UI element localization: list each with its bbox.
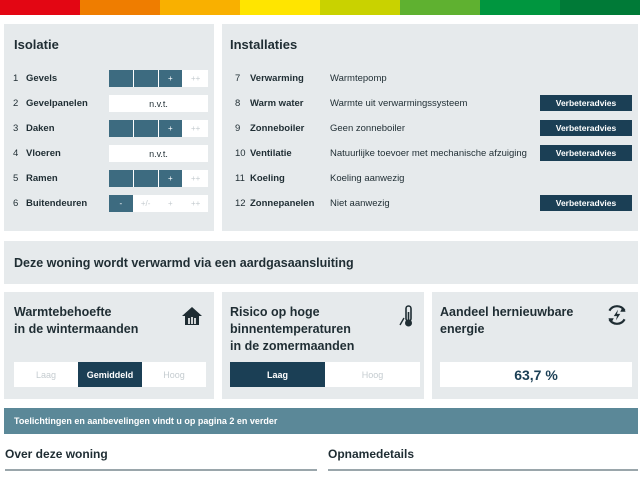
isolatie-not-applicable: n.v.t.: [109, 95, 208, 112]
isolatie-scale-segment: +/-: [134, 195, 159, 212]
energy-color-segment: [320, 0, 400, 15]
isolatie-scale-segment: +: [159, 120, 184, 137]
risico-title: Risico op hoge binnentemperaturen in de zomermaanden: [230, 305, 355, 353]
installatie-row-number: 9: [235, 123, 241, 134]
isolatie-scale-segment: ++: [183, 170, 208, 187]
isolatie-scale-segment: [109, 170, 134, 187]
warmtebehoefte-panel: [4, 292, 214, 399]
energy-color-segment: [160, 0, 240, 15]
isolatie-scale-segment: +: [159, 195, 184, 212]
verbeteradvies-button[interactable]: Verbeteradvies: [540, 145, 632, 161]
installatie-row: [222, 94, 638, 114]
toelichting-text: Toelichtingen en aanbevelingen vindt u op pagina 2 en verder: [14, 416, 278, 426]
toelichting-bar: [4, 408, 638, 434]
installatie-row-number: 8: [235, 98, 241, 109]
installatie-row-value: Koeling aanwezig: [330, 173, 405, 184]
installatie-row: [222, 144, 638, 164]
installatie-row-value: Niet aanwezig: [330, 198, 390, 209]
isolatie-row-number: 4: [13, 148, 19, 159]
isolatie-scale-segment: [109, 120, 134, 137]
isolatie-row-label: Ramen: [26, 173, 58, 184]
installatie-row-label: Verwarming: [250, 73, 304, 84]
installatie-row-value: Natuurlijke toevoer met mechanische afzuiging: [330, 148, 527, 159]
installatie-row-label: Zonnepanelen: [250, 198, 315, 209]
aandeel-panel: [432, 292, 638, 399]
isolatie-row-number: 3: [13, 123, 19, 134]
isolatie-row: [4, 94, 214, 114]
isolatie-row: [4, 119, 214, 139]
installatie-row-label: Zonneboiler: [250, 123, 305, 134]
energy-color-segment: [400, 0, 480, 15]
installaties-panel: [222, 24, 638, 231]
isolatie-row: [4, 144, 214, 164]
isolatie-scale-segment: [109, 70, 134, 87]
isolatie-row-number: 1: [13, 73, 19, 84]
section-over-deze-woning: Over deze woning: [5, 447, 108, 461]
energy-color-segment: [240, 0, 320, 15]
section-divider: [5, 469, 317, 471]
isolatie-row-number: 2: [13, 98, 19, 109]
isolatie-scale-segment: ++: [183, 70, 208, 87]
installatie-row-label: Ventilatie: [250, 148, 292, 159]
isolatie-row-number: 6: [13, 198, 19, 209]
isolatie-scale-segment: ++: [183, 195, 208, 212]
house-heat-icon: [180, 304, 204, 328]
warmtebehoefte-option: Laag: [14, 362, 78, 387]
section-divider: [328, 469, 638, 471]
energy-color-segment: [80, 0, 160, 15]
installatie-row: [222, 119, 638, 139]
installatie-row-label: Warm water: [250, 98, 304, 109]
installatie-row: [222, 69, 638, 89]
installatie-row-number: 12: [235, 198, 246, 209]
installatie-row-number: 11: [235, 173, 245, 184]
installatie-row: [222, 169, 638, 189]
verbeteradvies-button[interactable]: Verbeteradvies: [540, 195, 632, 211]
isolatie-quality-scale: [109, 195, 208, 212]
isolatie-scale-segment: [134, 170, 159, 187]
warmtebehoefte-option: Hoog: [142, 362, 206, 387]
isolatie-row-number: 5: [13, 173, 19, 184]
section-opnamedetails: Opnamedetails: [328, 447, 415, 461]
isolatie-not-applicable: n.v.t.: [109, 145, 208, 162]
isolatie-title: Isolatie: [14, 37, 59, 52]
installatie-row-value: Warmte uit verwarmingssysteem: [330, 98, 468, 109]
energy-label-color-bar: [0, 0, 640, 15]
isolatie-row-label: Daken: [26, 123, 55, 134]
isolatie-row: [4, 69, 214, 89]
isolatie-row: [4, 194, 214, 214]
risico-panel: [222, 292, 424, 399]
energy-color-segment: [560, 0, 640, 15]
installatie-row-label: Koeling: [250, 173, 285, 184]
energy-color-segment: [480, 0, 560, 15]
installatie-row-number: 10: [235, 148, 246, 159]
renewable-icon: [604, 302, 630, 328]
isolatie-row: [4, 169, 214, 189]
renewable-share-value: 63,7 %: [440, 362, 632, 387]
isolatie-scale-segment: -: [109, 195, 134, 212]
isolatie-scale-segment: +: [159, 170, 184, 187]
installatie-row-number: 7: [235, 73, 241, 84]
installatie-row-value: Geen zonneboiler: [330, 123, 405, 134]
warmtebehoefte-scale: [14, 362, 206, 387]
isolatie-scale-segment: [134, 70, 159, 87]
isolatie-scale-segment: [134, 120, 159, 137]
risico-option: Hoog: [325, 362, 420, 387]
isolatie-panel: [4, 24, 214, 231]
isolatie-quality-scale: [109, 70, 208, 87]
installatie-row-value: Warmtepomp: [330, 73, 387, 84]
warmtebehoefte-option: Gemiddeld: [78, 362, 142, 387]
warmtebehoefte-title: Warmtebehoefte in de wintermaanden: [14, 305, 139, 336]
aandeel-title: Aandeel hernieuwbare energie: [440, 305, 574, 336]
isolatie-scale-segment: +: [159, 70, 184, 87]
energy-color-segment: [0, 0, 80, 15]
isolatie-quality-scale: [109, 170, 208, 187]
isolatie-scale-segment: ++: [183, 120, 208, 137]
isolatie-row-label: Gevelpanelen: [26, 98, 88, 109]
isolatie-row-label: Vloeren: [26, 148, 61, 159]
installatie-row: [222, 194, 638, 214]
isolatie-quality-scale: [109, 120, 208, 137]
isolatie-row-label: Gevels: [26, 73, 58, 84]
thermometer-icon: [396, 304, 420, 328]
risico-scale: [230, 362, 420, 387]
verbeteradvies-button[interactable]: Verbeteradvies: [540, 95, 632, 111]
risico-option: Laag: [230, 362, 325, 387]
gas-connection-banner: [4, 241, 638, 284]
isolatie-row-label: Buitendeuren: [26, 198, 88, 209]
verbeteradvies-button[interactable]: Verbeteradvies: [540, 120, 632, 136]
gas-connection-text: Deze woning wordt verwarmd via een aardgasaansluiting: [14, 256, 354, 270]
installaties-title: Installaties: [230, 37, 298, 52]
